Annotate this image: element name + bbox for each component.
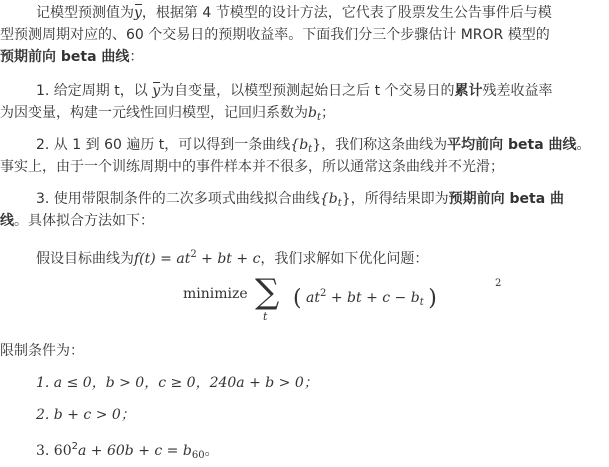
assumption-text: 假设目标曲线为 [36, 251, 134, 267]
open-paren: ( [293, 286, 302, 311]
math-term: + bt + c − b [326, 290, 420, 306]
constraint-2 [36, 404, 135, 426]
step-text: ，我们称这条曲线为 [321, 137, 448, 153]
step-text: 3. 使用带限制条件的二次多项式曲线拟合曲线 [36, 191, 320, 207]
punctuation: 。 [204, 443, 219, 459]
step2-line-2 [0, 156, 504, 178]
step1-line-1 [36, 80, 553, 102]
step1-line-2 [0, 102, 335, 129]
step-text: 1. 给定周期 t，以 [36, 83, 148, 99]
emphasis-text: 平均前向 beta 曲线 [447, 137, 577, 153]
math-subscript: t [419, 297, 424, 308]
math-subscript: t [316, 112, 321, 123]
intro-text: 记模型预测值为 [36, 5, 134, 21]
summation-symbol: ∑ [255, 272, 280, 312]
math-symbol: b [308, 105, 317, 121]
math-set: {b [290, 137, 309, 153]
minimize-label: minimize [183, 286, 248, 302]
step-text: 事实上，由于一个训练周期中的事件样本并不很多，所以通常这条曲线并不光滑； [0, 159, 504, 175]
intro-text: ，根据第 4 节模型的设计方法，它代表了股票发生公告事件后与模 [141, 5, 552, 21]
constraint-text: 3. 60 [36, 443, 72, 459]
math-set: } [312, 137, 322, 153]
summation-index: t [263, 310, 268, 323]
step-text: 为自变量，以模型预测起始日之后 t 个交易日的 [160, 83, 455, 99]
math-subscript: 60 [191, 450, 205, 461]
assumption-text: ，我们求解如下优化问题： [260, 251, 429, 267]
intro-line-2 [0, 24, 550, 46]
math-superscript: 2 [190, 249, 197, 260]
math-set: } [341, 191, 351, 207]
math-term: at [306, 290, 321, 306]
target-curve-formula: + bt + c [196, 251, 261, 267]
constraint-text: 1. a ≤ 0，b > 0，c ≥ 0，240a + b > 0； [36, 375, 318, 391]
step-text: 残差收益率 [482, 83, 553, 99]
step-text: 2. 从 1 到 60 遍历 t，可以得到一条曲线 [36, 137, 291, 153]
intro-line-1 [36, 2, 552, 24]
punctuation: 。 [576, 137, 591, 153]
target-curve-formula: f(t) = at [134, 251, 191, 267]
constraint-1 [36, 372, 318, 394]
math-superscript: 2 [71, 441, 78, 452]
y-hat-symbol: y [152, 80, 160, 102]
punctuation: ： [129, 49, 144, 65]
assumption-line [36, 244, 428, 270]
math-subscript: t [337, 198, 342, 209]
constraint-text: a + 60b + c = b [78, 443, 192, 459]
intro-line-3 [0, 46, 143, 68]
step-text: 。具体拟合方法如下： [14, 213, 154, 229]
math-set: {b [319, 191, 338, 207]
punctuation: ； [321, 105, 335, 121]
objective-expression [293, 286, 437, 311]
math-superscript: 2 [320, 288, 327, 299]
step-text: 为因变量，构建一元线性回归模型，记回归系数为 [0, 105, 308, 121]
math-subscript: t [308, 144, 313, 155]
square-exponent: 2 [495, 278, 502, 289]
emphasis-text: 累计 [454, 83, 483, 99]
intro-text: 型预测周期对应的、60 个交易日的预期收益率。下面我们分三个步骤估计 MROR 模型的 [0, 27, 550, 43]
step3-line-2 [0, 210, 154, 232]
close-paren: ) [428, 286, 437, 311]
constraints-title [0, 340, 84, 362]
constraint-3 [36, 436, 219, 467]
step-text: ，所得结果即为 [350, 191, 449, 207]
emphasis-text: 预期前向 beta 曲线 [0, 49, 130, 65]
constraints-heading: 限制条件为： [0, 343, 84, 359]
emphasis-text: 线 [0, 213, 14, 229]
y-hat-symbol: y [134, 2, 142, 24]
constraint-text: 2. b + c > 0； [36, 407, 135, 423]
emphasis-text: 预期前向 beta 曲 [448, 191, 565, 207]
